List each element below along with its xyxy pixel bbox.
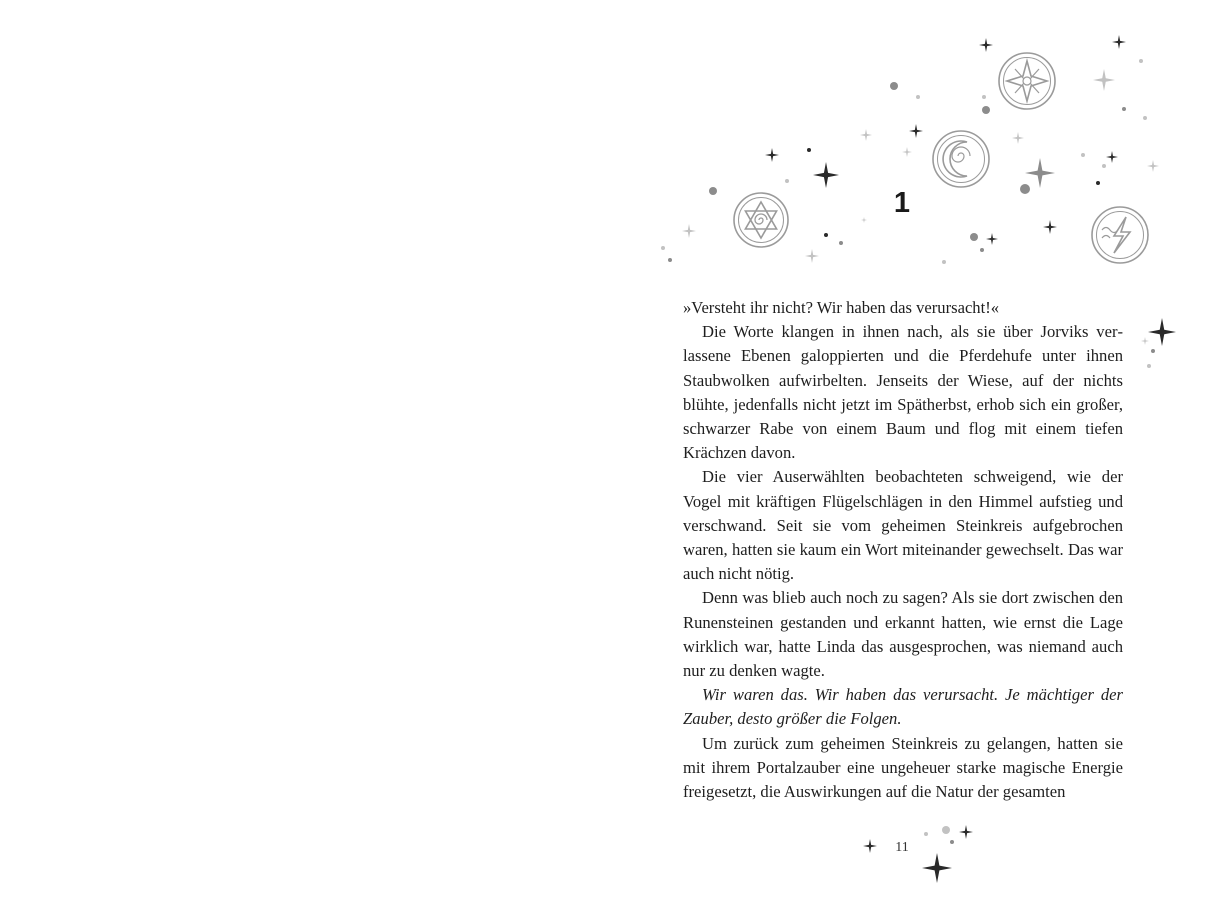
paragraph-italic-thought: Wir waren das. Wir haben das verursacht. Je mächtiger der Zauber, desto größer die Folgen. — [683, 685, 1123, 729]
chapter-number: 1 — [893, 187, 911, 219]
paragraph: Die vier Auserwählten beobachteten schweigend, wie der Vogel mit kräftigen Flügelschlägen in den Himmel aufstieg und verschwand. Seit sie vom geheimen Steinkreis aufgebrochen waren, hatten sie kaum ein Wort miteinander gewechselt. Das war auch nicht nötig. — [683, 467, 1123, 584]
left-page-blank — [0, 0, 602, 912]
paragraph: Die Worte klangen in ihnen nach, als sie über Jorviks verlassene Ebenen galoppierten und die Pferdehufe unter ihnen Staubwolken aufwirbelten. Jenseits der Wiese, auf der nichts blühte, jedenfalls nicht jetzt im Spätherbst, erhob sich ein großer, schwarzer Rabe von einem Baum und flog mit einem tiefen Krächzen davon. — [683, 322, 1123, 463]
body-text — [683, 296, 1123, 804]
paragraph: Um zurück zum geheimen Steinkreis zu gelangen, hatten sie mit ihrem Portalzauber eine ungeheuer starke magische Energie freigesetzt, die Auswirkungen auf die Natur der gesamten — [683, 733, 1123, 802]
paragraph: »Versteht ihr nicht? Wir haben das verursacht!« — [683, 298, 1000, 317]
paragraph: Denn was blieb auch noch zu sagen? Als sie dort zwischen den Runensteinen gestanden und erkannt hatten, wie ernst die Lage wirklich war, hatte Linda das ausgesprochen, was niemand auch nur zu denken wagte. — [683, 588, 1123, 681]
page-number: 11 — [895, 840, 909, 855]
